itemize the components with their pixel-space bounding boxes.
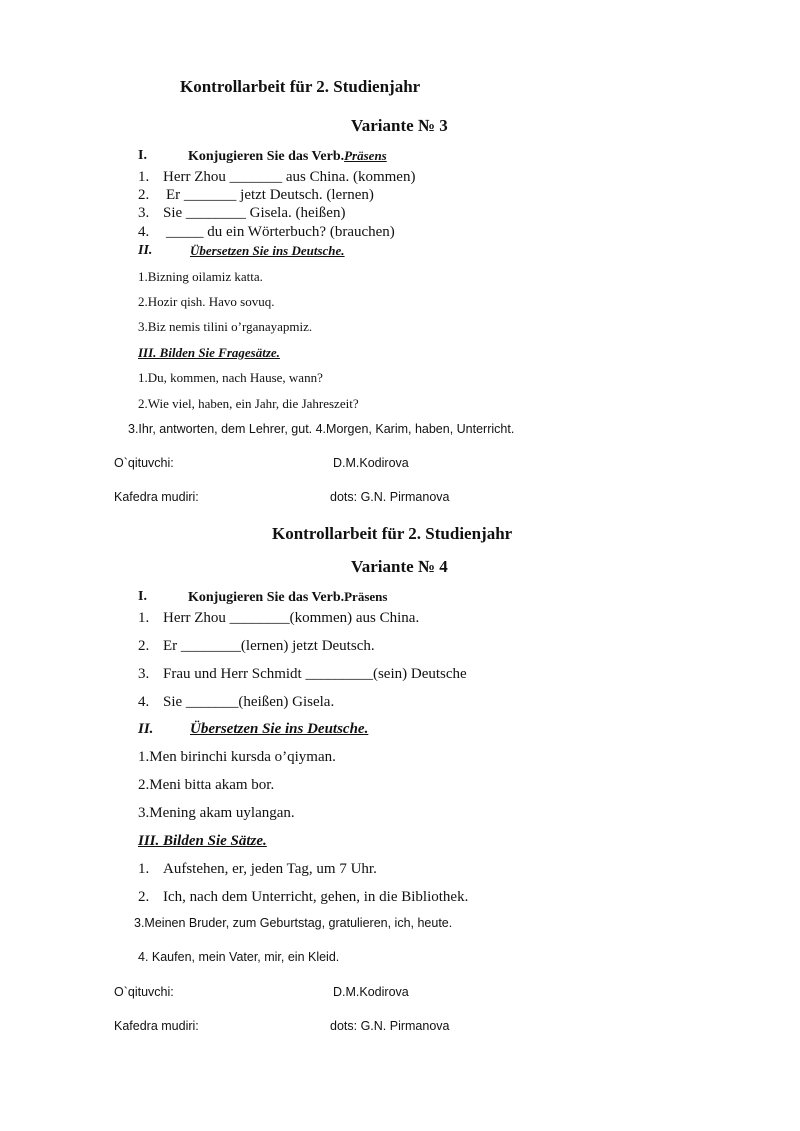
section-2-heading: Übersetzen Sie ins Deutsche.: [190, 721, 369, 737]
section-1-number: I.: [138, 148, 147, 163]
teacher-name: D.M.Kodirova: [333, 985, 409, 999]
list-item: [138, 638, 149, 655]
title: Kontrollarbeit für 2. Studienjahr: [272, 524, 513, 543]
section-3-heading: III. Bilden Sie Fragesätze.: [138, 345, 280, 360]
head-label: Kafedra mudiri:: [114, 490, 199, 504]
head-label: Kafedra mudiri:: [114, 1019, 199, 1033]
section-1-heading: [188, 148, 387, 165]
list-item: [138, 187, 149, 204]
list-item: [138, 861, 149, 878]
item-number: 4.: [138, 694, 150, 710]
list-item-text: Er ________(lernen) jetzt Deutsch.: [163, 638, 375, 654]
section-1-heading-tail: Präsens: [344, 148, 387, 163]
list-item: 1.Bizning oilamiz katta.: [138, 269, 263, 284]
list-item-text: Sie ________ Gisela. (heißen): [163, 205, 346, 221]
list-item: 2.Wie viel, haben, ein Jahr, die Jahreszeit?: [138, 396, 359, 411]
list-item: 3.Biz nemis tilini o’rganayapmiz.: [138, 319, 313, 334]
section-2-heading: Übersetzen Sie ins Deutsche.: [190, 243, 345, 258]
list-item: 4. Kaufen, mein Vater, mir, ein Kleid.: [138, 950, 340, 964]
head-name: dots: G.N. Pirmanova: [330, 490, 450, 504]
section-1-number: I.: [138, 589, 147, 604]
item-number: 3.: [138, 666, 150, 682]
section-2-number: II.: [138, 243, 153, 258]
list-item: 3.Mening akam uylangan.: [138, 805, 295, 821]
item-number: 1.: [138, 610, 150, 626]
list-item-combined: 3.Ihr, antworten, dem Lehrer, gut. 4.Morgen, Karim, haben, Unterricht.: [128, 422, 515, 436]
item-number: 3.: [138, 205, 150, 221]
item-number: 2.: [138, 638, 150, 654]
list-item-text: Herr Zhou _______ aus China. (kommen): [163, 169, 416, 185]
list-item: [138, 205, 149, 222]
teacher-label: O`qituvchi:: [114, 456, 174, 470]
list-item: [138, 889, 149, 906]
list-item-text: Sie _______(heißen) Gisela.: [163, 694, 335, 710]
section-1-heading: [188, 589, 387, 606]
list-item: [138, 169, 149, 186]
teacher-label: O`qituvchi:: [114, 985, 174, 999]
item-number: 1.: [138, 861, 150, 877]
list-item: [138, 666, 149, 683]
list-item: [138, 610, 149, 627]
item-number: 1.: [138, 169, 150, 185]
list-item-text: Aufstehen, er, jeden Tag, um 7 Uhr.: [163, 861, 377, 877]
teacher-name: D.M.Kodirova: [333, 456, 409, 470]
variant-heading: Variante № 3: [351, 116, 448, 135]
list-item-text: Ich, nach dem Unterricht, gehen, in die Bibliothek.: [163, 889, 469, 905]
list-item: 1.Du, kommen, nach Hause, wann?: [138, 370, 323, 385]
list-item: [138, 224, 149, 241]
list-item: 3.Meinen Bruder, zum Geburtstag, gratulieren, ich, heute.: [134, 916, 453, 930]
section-2-number: II.: [138, 721, 154, 737]
section-1-heading-tail: Präsens: [344, 589, 388, 604]
section-1-heading-text: Konjugieren Sie das Verb.: [188, 590, 345, 605]
list-item: [138, 694, 149, 711]
list-item: 1.Men birinchi kursda o’qiyman.: [138, 749, 336, 765]
item-number: 2.: [138, 889, 150, 905]
item-number: 4.: [138, 224, 150, 240]
list-item: 2.Meni bitta akam bor.: [138, 777, 275, 793]
section-3-heading: III. Bilden Sie Sätze.: [138, 833, 267, 849]
list-item-text: Frau und Herr Schmidt _________(sein) Deutsche: [163, 666, 467, 682]
section-1-heading-text: Konjugieren Sie das Verb.: [188, 149, 345, 164]
title: Kontrollarbeit für 2. Studienjahr: [180, 77, 421, 96]
variant-heading: Variante № 4: [351, 557, 448, 576]
head-name: dots: G.N. Pirmanova: [330, 1019, 450, 1033]
list-item-text: _____ du ein Wörterbuch? (brauchen): [166, 224, 395, 240]
list-item-text: Herr Zhou ________(kommen) aus China.: [163, 610, 420, 626]
item-number: 2.: [138, 187, 150, 203]
list-item: 2.Hozir qish. Havo sovuq.: [138, 294, 275, 309]
list-item-text: Er _______ jetzt Deutsch. (lernen): [166, 187, 374, 203]
